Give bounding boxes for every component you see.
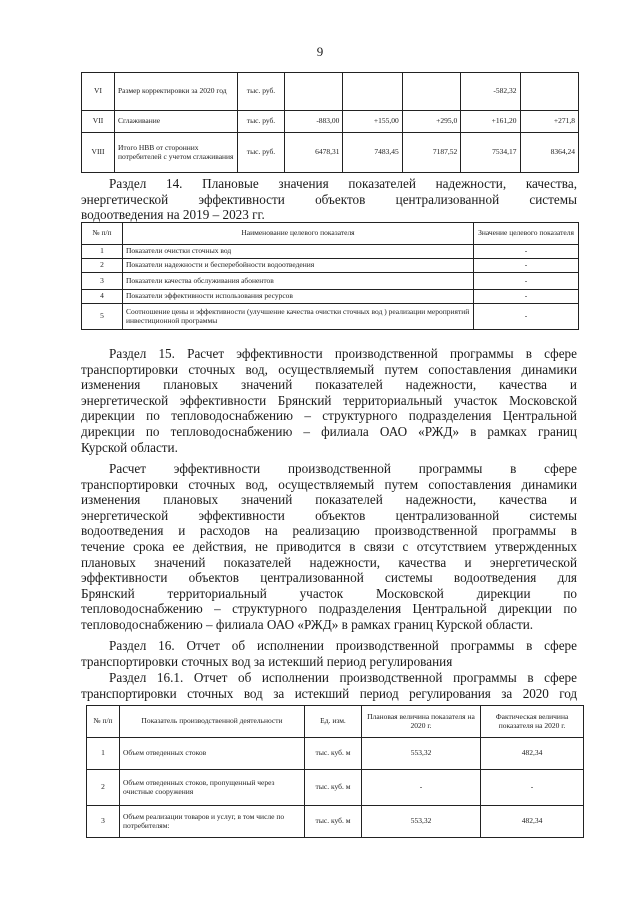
- text-line: изменения плановых значений показателей надежности, качества и: [81, 492, 577, 508]
- row-name: Объем реализации товаров и услуг, в том числе по потребителям:: [120, 806, 305, 838]
- text-line: водоотведения и расходов на реализацию производственной программы в: [81, 523, 577, 539]
- text-line: Раздел 16. Отчет об исполнении производственной программы в сфере: [109, 638, 577, 653]
- table-row: [87, 806, 584, 838]
- row-value: -: [474, 245, 579, 259]
- calculation-paragraph: [81, 461, 577, 633]
- row-value: -883,00: [285, 111, 343, 133]
- table-row: [82, 111, 579, 133]
- row-value: +271,8: [520, 111, 578, 133]
- row-plan: -: [362, 770, 481, 806]
- row-number: VII: [82, 111, 115, 133]
- row-value: 7187,52: [402, 133, 460, 173]
- text-line: дирекции по тепловодоснабжению – филиала ОАО «РЖД» в рамках границ: [81, 423, 577, 439]
- col-header-value: Значение целевого показателя: [474, 223, 579, 245]
- table-row: [87, 738, 584, 770]
- row-value: 8364,24: [520, 133, 578, 173]
- row-name: Показатели качества обслуживания абонентов: [123, 273, 474, 290]
- text-line: транспортировки сточных вод, осуществляемый путем сопоставления динамики: [81, 361, 577, 377]
- row-name: Сглаживание: [115, 111, 238, 133]
- page-number: 9: [316, 44, 324, 59]
- col-header-num: № п/п: [87, 706, 120, 738]
- row-value: 7534,17: [461, 133, 520, 173]
- row-value: [520, 73, 578, 111]
- row-unit: тыс. куб. м: [305, 806, 362, 838]
- row-value: 6478,31: [285, 133, 343, 173]
- text-line: энергетической эффективности объектов централизованной системы: [81, 191, 577, 207]
- row-value: +155,00: [343, 111, 402, 133]
- text-line: Расчет эффективности производственной программы в сфере: [109, 461, 577, 476]
- table-row: [82, 73, 579, 111]
- row-unit: тыс. куб. м: [305, 738, 362, 770]
- row-name: Итого НВВ от сторонних потребителей с учетом сглаживания: [115, 133, 238, 173]
- text-line: транспортировки сточных вод, осуществляемый путем сопоставления динамики: [81, 476, 577, 492]
- text-line: Курской области.: [81, 439, 178, 455]
- section161-heading: [81, 670, 577, 701]
- text-line: Раздел 15. Расчет эффективности производственной программы в сфере: [109, 346, 577, 361]
- table-row: [82, 290, 579, 304]
- table-header-row: [87, 706, 584, 738]
- row-number: 2: [87, 770, 120, 806]
- row-value: [402, 73, 460, 111]
- section16-heading: [81, 638, 577, 669]
- row-number: 1: [82, 245, 123, 259]
- row-number: 1: [87, 738, 120, 770]
- row-name: Объем отведенных стоков: [120, 738, 305, 770]
- text-line: дирекции по тепловодоснабжению – структурного подразделения Центральной: [81, 408, 577, 424]
- row-fact: 482,34: [481, 738, 584, 770]
- text-line: плановых значений показателей надежности, качества и энергетической: [81, 554, 577, 570]
- nvv-table: [81, 72, 579, 173]
- row-unit: тыс. руб.: [238, 111, 285, 133]
- indicators-table: [81, 222, 579, 330]
- text-line: водоотведения на 2019 – 2023 гг.: [81, 207, 265, 223]
- table-row: [82, 304, 579, 330]
- text-line: эффективности объектов централизованной системы водоотведения для: [81, 570, 577, 586]
- row-value: -: [474, 259, 579, 273]
- row-number: VIII: [82, 133, 115, 173]
- row-plan: 553,32: [362, 738, 481, 770]
- text-line: Раздел 14. Плановые значения показателей надежности, качества,: [109, 176, 577, 191]
- row-name: Соотношение цены и эффективности (улучшение качества очистки сточных вод ) реализации мероприятий инвестиционной программы: [123, 304, 474, 330]
- row-unit: тыс. руб.: [238, 73, 285, 111]
- row-value: +295,0: [402, 111, 460, 133]
- row-fact: -: [481, 770, 584, 806]
- row-number: 2: [82, 259, 123, 273]
- table-header-row: [82, 223, 579, 245]
- col-header-name: Показатель производственной деятельности: [120, 706, 305, 738]
- col-header-plan: Плановая величина показателя на 2020 г.: [362, 706, 481, 738]
- text-line: транспортировки сточных вод за истекший период регулирования: [81, 653, 453, 669]
- row-unit: тыс. руб.: [238, 133, 285, 173]
- text-line: Брянский территориальный участок Московской дирекции по: [81, 585, 577, 601]
- table-row: [82, 245, 579, 259]
- text-line: изменения плановых значений показателей надежности, качества и: [81, 377, 577, 393]
- row-unit: тыс. куб. м: [305, 770, 362, 806]
- report-table: [86, 705, 584, 838]
- row-number: 3: [87, 806, 120, 838]
- text-line: тепловодоснабжению – филиала ОАО «РЖД» в рамках границ Курской области.: [81, 616, 534, 632]
- section14-heading: [81, 176, 577, 223]
- table-row: [87, 770, 584, 806]
- row-value: [343, 73, 402, 111]
- table-row: [82, 133, 579, 173]
- text-line: течение срока ее действия, не приводится в связи с отсутствием утвержденных: [81, 538, 577, 554]
- row-number: VI: [82, 73, 115, 111]
- row-value: -: [474, 290, 579, 304]
- row-plan: 553,32: [362, 806, 481, 838]
- row-name: Показатели надежности и бесперебойности водоотведения: [123, 259, 474, 273]
- row-value: -: [474, 304, 579, 330]
- row-value: -: [474, 273, 579, 290]
- row-name: Показатели очистки сточных вод: [123, 245, 474, 259]
- text-line: тепловодоснабжению – структурного подразделения Центральной дирекции по: [81, 601, 577, 617]
- col-header-unit: Ед. изм.: [305, 706, 362, 738]
- text-line: энергетической эффективности объектов централизованной системы: [81, 507, 577, 523]
- row-name: Объем отведенных стоков, пропущенный через очистные сооружения: [120, 770, 305, 806]
- table-row: [82, 273, 579, 290]
- text-line: Раздел 16.1. Отчет об исполнении производственной программы в сфере: [109, 670, 577, 685]
- row-name: Показатели эффективности использования ресурсов: [123, 290, 474, 304]
- col-header-name: Наименование целевого показателя: [123, 223, 474, 245]
- row-number: 5: [82, 304, 123, 330]
- row-value: 7483,45: [343, 133, 402, 173]
- row-value: +161,20: [461, 111, 520, 133]
- text-line: энергетической эффективности Брянский территориальный участок Московской: [81, 392, 577, 408]
- col-header-num: № п/п: [82, 223, 123, 245]
- section15-paragraph: [81, 346, 577, 455]
- text-line: транспортировки сточных вод за истекший период регулирования за 2020 год: [81, 685, 577, 701]
- row-number: 4: [82, 290, 123, 304]
- row-name: Размер корректировки за 2020 год: [115, 73, 238, 111]
- row-fact: 482,34: [481, 806, 584, 838]
- row-number: 3: [82, 273, 123, 290]
- row-value: [285, 73, 343, 111]
- row-value: -582,32: [461, 73, 520, 111]
- col-header-fact: Фактическая величина показателя на 2020 г.: [481, 706, 584, 738]
- table-row: [82, 259, 579, 273]
